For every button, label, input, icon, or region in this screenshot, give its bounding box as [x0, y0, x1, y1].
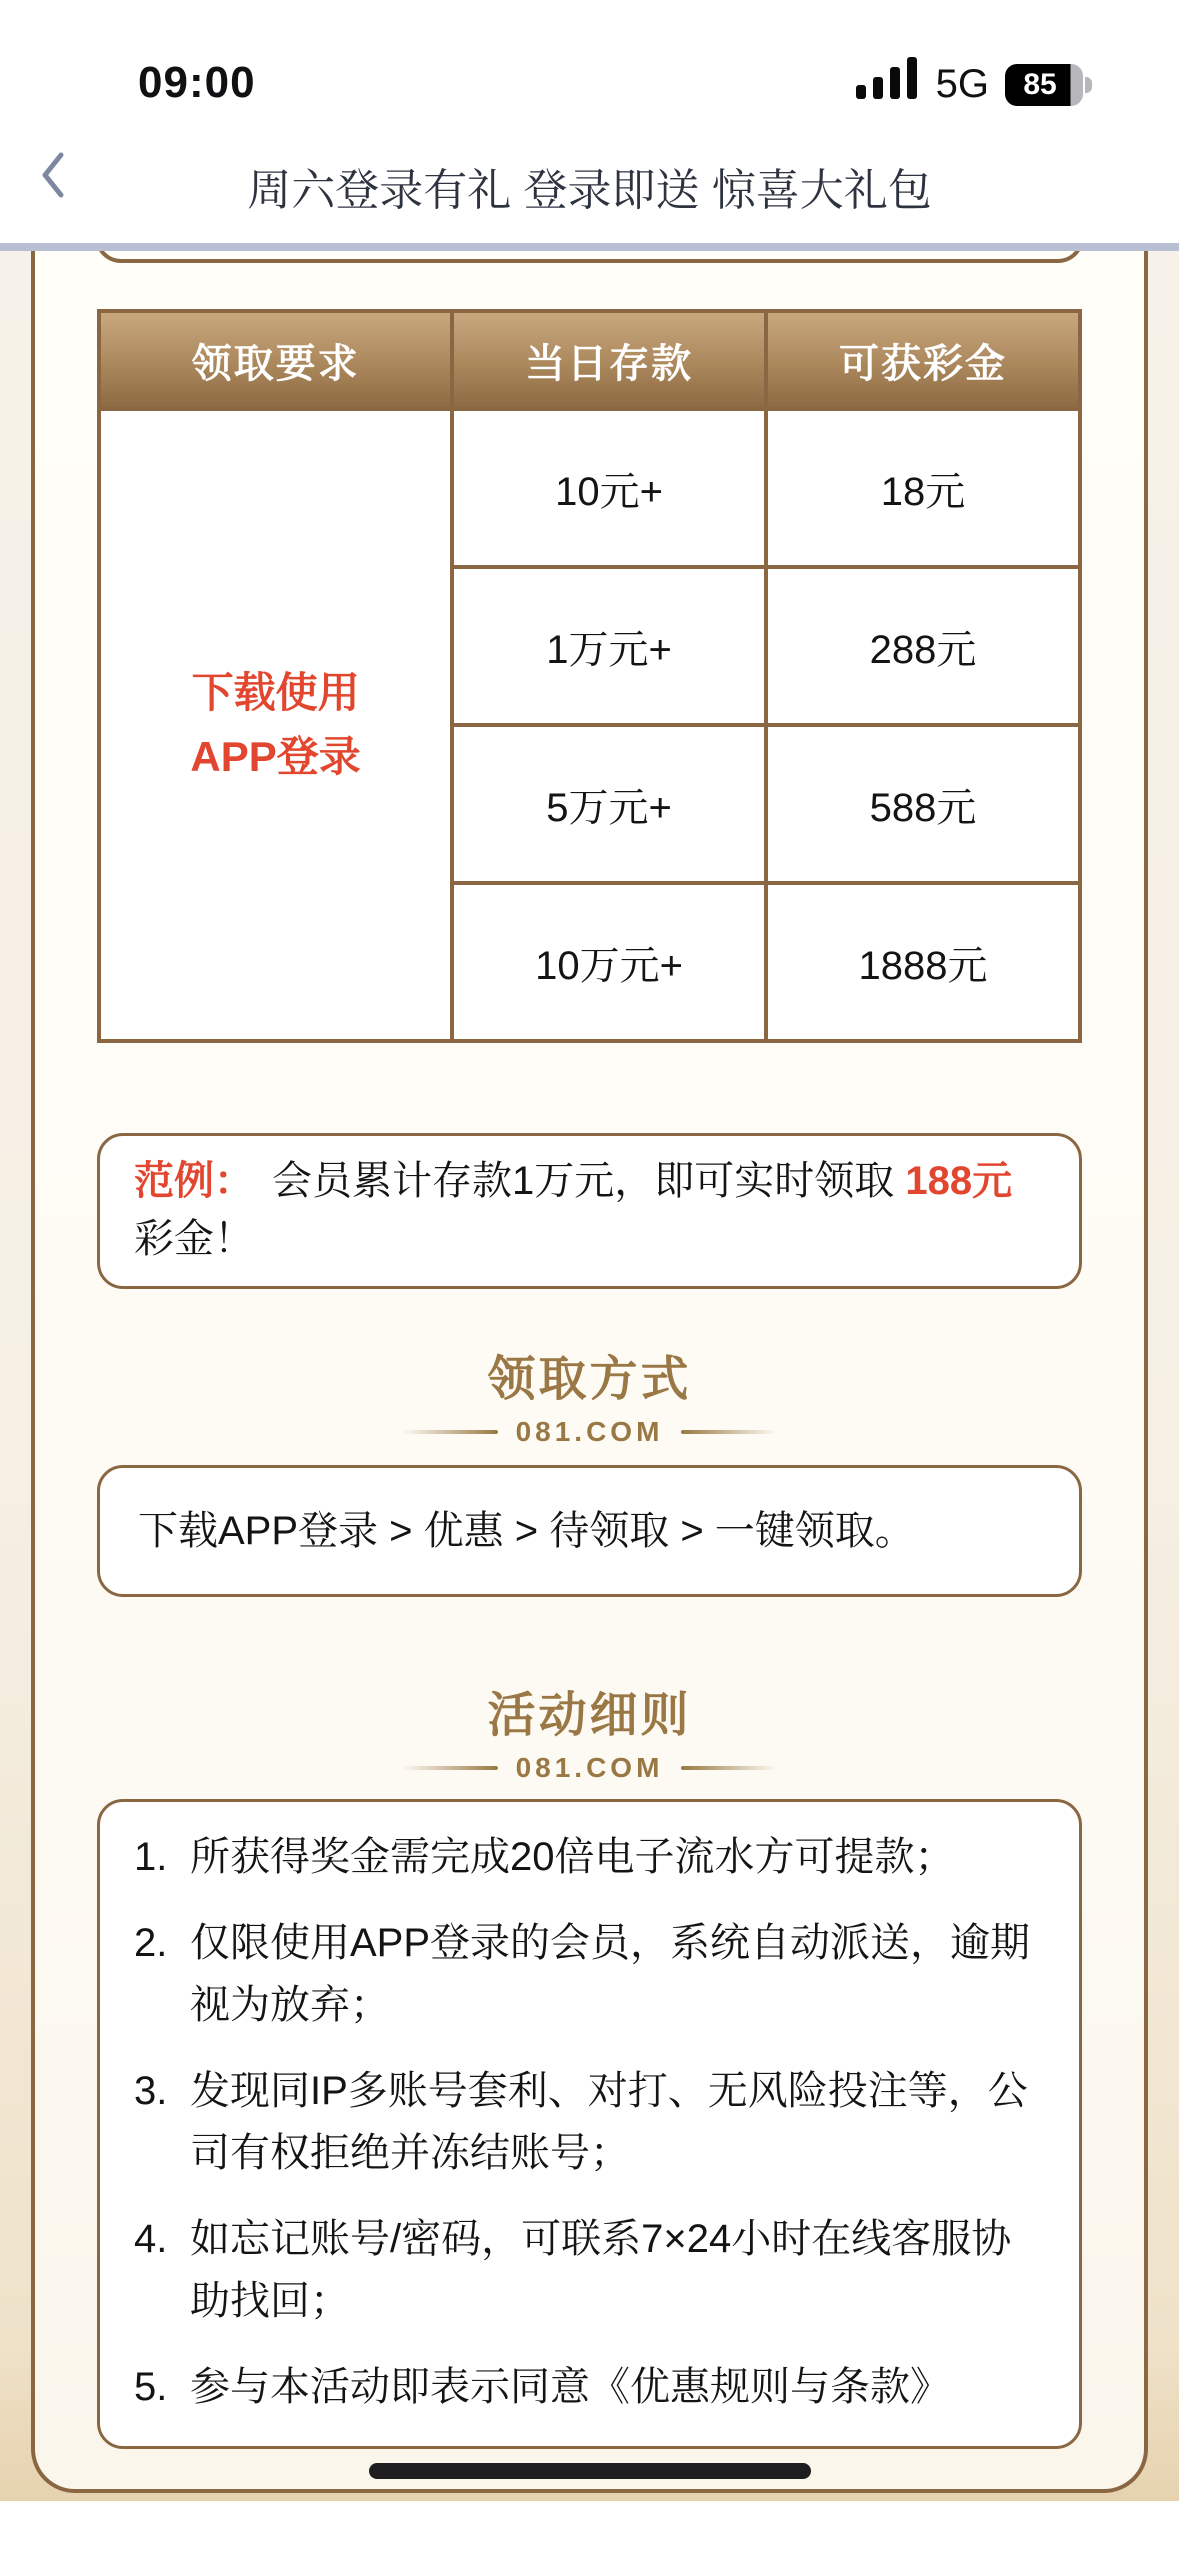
status-icons [856, 57, 1083, 112]
requirement-cell [99, 409, 452, 1041]
list-item [134, 1912, 1045, 2036]
network-type-label: 5G [935, 62, 989, 106]
example-box [97, 1133, 1082, 1289]
rule-text: 参与本活动即表示同意《优惠规则与条款》 [190, 2365, 950, 2409]
promo-card [31, 251, 1148, 2493]
rule-text: 仅限使用APP登录的会员，系统自动派送，逾期视为放弃； [190, 1921, 1031, 2027]
back-button[interactable] [22, 138, 82, 218]
nav-header [0, 112, 1179, 251]
brand-line-left [402, 1766, 498, 1770]
deposit-cell: 10万元+ [452, 883, 766, 1041]
deposit-cell: 1万元+ [452, 567, 766, 725]
claim-steps-text: 下载APP登录 > 优惠 > 待领取 > 一键领取。 [138, 1509, 915, 1553]
battery-percent: 85 [1023, 68, 1057, 101]
rule-number: 3. [134, 2069, 168, 2113]
example-highlight-amount: 188元 [905, 1159, 1013, 1203]
bonus-cell: 18元 [766, 409, 1080, 567]
claim-section-head [97, 1353, 1082, 1449]
promo-content[interactable] [0, 251, 1179, 2501]
rule-text: 如忘记账号/密码，可联系7×24小时在线客服协助找回； [190, 2217, 1012, 2323]
scrolled-box-bottom [95, 251, 1084, 263]
rule-number: 5. [134, 2365, 168, 2409]
rule-text: 所获得奖金需完成20倍电子流水方可提款； [190, 1835, 955, 1879]
cellular-signal-icon [856, 57, 920, 106]
header-requirement: 领取要求 [99, 311, 452, 409]
bonus-table-header-row [99, 311, 1080, 409]
bonus-cell: 588元 [766, 725, 1080, 883]
status-time: 09:00 [138, 58, 256, 107]
list-item [134, 2208, 1045, 2332]
header-bonus: 可获彩金 [766, 311, 1080, 409]
rules-list [134, 1826, 1045, 2418]
deposit-cell: 10元+ [452, 409, 766, 567]
deposit-cell: 5万元+ [452, 725, 766, 883]
battery-tip [1085, 77, 1092, 93]
requirement-line-2: APP登录 [190, 733, 361, 780]
list-item [134, 1826, 1045, 1888]
rules-section-head [97, 1689, 1082, 1785]
brand-label: 081.COM [515, 1752, 664, 1783]
requirement-line-1: 下载使用 [191, 669, 360, 716]
example-text-before: 会员累计存款1万元，即可实时领取 [272, 1159, 906, 1203]
rule-number: 2. [134, 1921, 168, 1965]
back-chevron-icon [37, 149, 67, 206]
rule-text: 发现同IP多账号套利、对打、无风险投注等，公司有权拒绝并冻结账号； [190, 2069, 1028, 2175]
home-indicator[interactable] [369, 2463, 811, 2479]
brand-label: 081.COM [515, 1416, 664, 1447]
bonus-cell: 288元 [766, 567, 1080, 725]
rule-number: 1. [134, 1835, 168, 1879]
battery-icon [1005, 64, 1083, 106]
brand-line-left [402, 1430, 498, 1434]
rules-brand-row [97, 1751, 1082, 1785]
header-deposit: 当日存款 [452, 311, 766, 409]
example-label: 范例： [134, 1159, 254, 1203]
rule-number: 4. [134, 2217, 168, 2261]
brand-line-right [681, 1766, 777, 1770]
page-title: 周六登录有礼 登录即送 惊喜大礼包 [247, 166, 932, 215]
list-item [134, 2060, 1045, 2184]
claim-section-title: 领取方式 [487, 1353, 692, 1406]
example-text-after: 彩金！ [134, 1217, 254, 1261]
status-bar [0, 0, 1179, 112]
rules-panel [97, 1799, 1082, 2449]
brand-line-right [681, 1430, 777, 1434]
claim-steps-panel [97, 1465, 1082, 1597]
bonus-cell: 1888元 [766, 883, 1080, 1041]
claim-brand-row [97, 1415, 1082, 1449]
bonus-table [97, 309, 1082, 1043]
table-row [99, 409, 1080, 567]
list-item [134, 2356, 1045, 2418]
rules-section-title: 活动细则 [487, 1689, 692, 1742]
